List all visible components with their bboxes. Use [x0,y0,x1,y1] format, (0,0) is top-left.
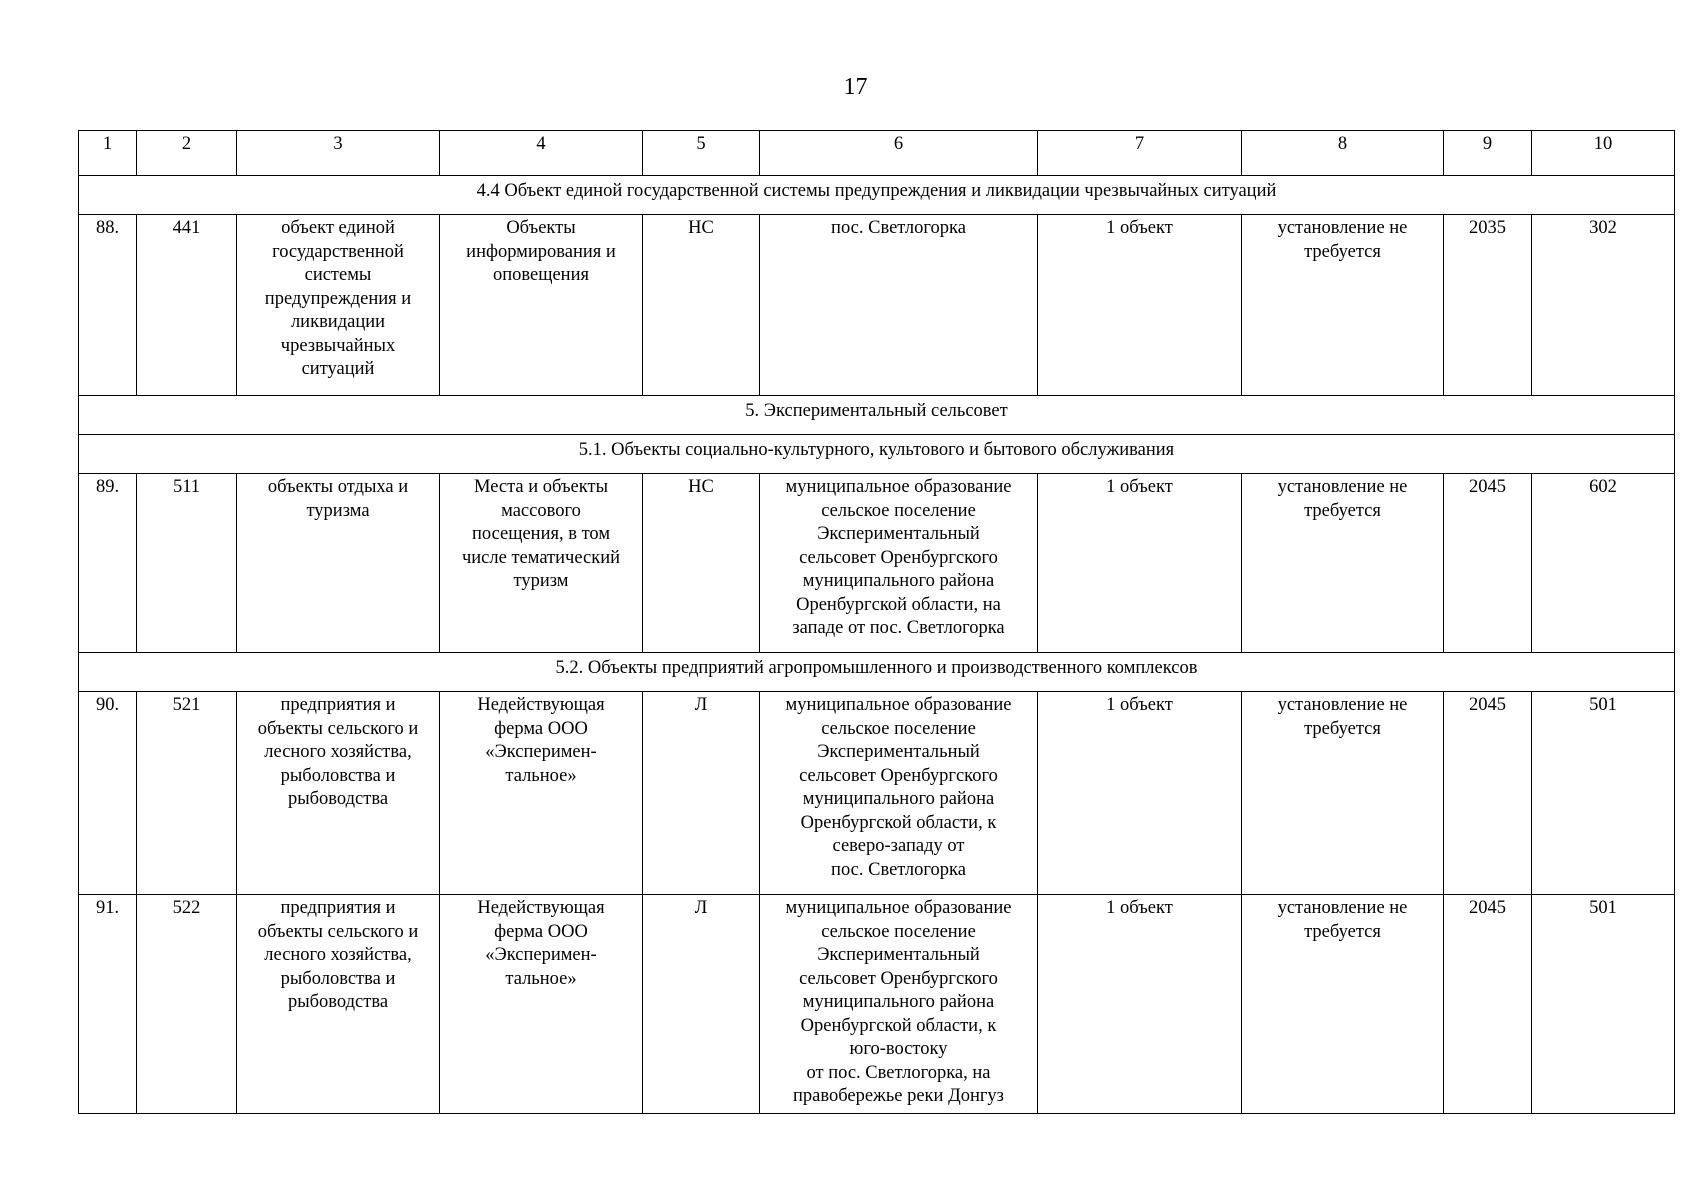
cell-line: западе от пос. Светлогорка [792,618,1005,638]
cell-line: туризма [306,500,370,521]
col-header: 3 [237,131,440,176]
cell-line: Экспериментальный [817,524,980,544]
cell-line: массового [501,500,581,521]
code-cell: 511 [137,474,237,653]
function-code-cell: 302 [1532,215,1675,396]
cell-line: туризм [513,571,569,591]
cell-line: тальное» [505,968,577,989]
col-header: 9 [1444,131,1532,176]
cell-line: рыболовства и [280,968,396,989]
cell-line: муниципальное образование [785,695,1012,715]
cell-line: информирования и [466,241,616,262]
col-header: 10 [1532,131,1675,176]
cell-line: сельсовет Оренбургского [799,765,998,786]
column-number-row [79,131,1675,176]
section-row [79,435,1675,474]
table-row [79,215,1675,396]
section-title-4-4: 4.4 Объект единой государственной системы предупреждения и ликвидации чрезвычайных ситуаций [79,176,1675,215]
object-name-cell [440,692,643,895]
location-cell [760,474,1038,653]
cell-line: установление не [1277,477,1408,497]
function-code-cell: 602 [1532,474,1675,653]
cell-line: сельсовет Оренбургского [799,968,998,989]
zone-cell [1242,474,1444,653]
object-type-cell [237,692,440,895]
cell-line: чрезвычайных [280,335,396,356]
object-type-cell [237,474,440,653]
row-number-cell: 88. [79,215,137,396]
cell-line: объекты сельского и [257,921,419,942]
section-title-5-2: 5.2. Объекты предприятий агропромышленного и производственного комплексов [79,653,1675,692]
cell-line: установление не [1277,695,1408,715]
cell-line: ситуаций [301,359,375,379]
section-row [79,396,1675,435]
objects-table [78,130,1675,1114]
code-cell: 441 [137,215,237,396]
cell-line: числе тематический [461,547,621,568]
quantity-cell: 1 объект [1038,895,1242,1114]
cell-line: северо-западу от [832,836,965,856]
col-header: 2 [137,131,237,176]
zone-cell [1242,215,1444,396]
section-row [79,653,1675,692]
section-title-5-1: 5.1. Объекты социально-культурного, культового и бытового обслуживания [79,435,1675,474]
code-cell: 522 [137,895,237,1114]
cell-line: объекты отдыха и [267,477,409,497]
cell-line: пос. Светлогорка [831,218,966,238]
col-header: 7 [1038,131,1242,176]
cell-line: Экспериментальный [817,945,980,965]
row-number-cell: 89. [79,474,137,653]
cell-line: ферма ООО [494,921,588,942]
cell-line: ферма ООО [494,718,588,739]
cell-line: Экспериментальный [817,742,980,762]
cell-line: системы [304,265,372,285]
col-header: 5 [643,131,760,176]
cell-line: требуется [1304,500,1381,521]
cell-line: от пос. Светлогорка, на [806,1062,991,1083]
cell-line: рыболовства и [280,765,396,786]
col-header: 1 [79,131,137,176]
cell-line: предприятия и [280,898,396,918]
row-number-cell: 90. [79,692,137,895]
cell-line: Недействующая [477,695,605,715]
cell-line: муниципальное образование [785,898,1012,918]
object-type-cell [237,895,440,1114]
year-cell: 2045 [1444,692,1532,895]
cell-line: Недействующая [477,898,605,918]
status-cell: Л [643,692,760,895]
col-header: 6 [760,131,1038,176]
cell-line: предупреждения и [264,288,412,309]
cell-line: государственной [272,241,404,262]
table-row [79,474,1675,653]
quantity-cell: 1 объект [1038,474,1242,653]
cell-line: Оренбургской области, к [800,812,997,833]
table-row [79,895,1675,1114]
cell-line: установление не [1277,898,1408,918]
section-title-5: 5. Экспериментальный сельсовет [79,396,1675,435]
status-cell: Л [643,895,760,1114]
section-row [79,176,1675,215]
function-code-cell: 501 [1532,692,1675,895]
status-cell: НС [643,215,760,396]
row-number-cell: 91. [79,895,137,1114]
object-name-cell [440,474,643,653]
cell-line: муниципального района [802,571,995,591]
page-number: 17 [843,74,868,100]
cell-line: посещения, в том [471,524,611,544]
cell-line: объекты сельского и [257,718,419,739]
location-cell [760,692,1038,895]
cell-line: лесного хозяйства, [264,742,412,762]
function-code-cell: 501 [1532,895,1675,1114]
year-cell: 2045 [1444,474,1532,653]
quantity-cell: 1 объект [1038,215,1242,396]
cell-line: рыбоводства [287,789,389,809]
cell-line: сельское поселение [821,500,976,521]
cell-line: сельское поселение [821,921,976,942]
cell-line: тальное» [505,765,577,786]
cell-line: требуется [1304,718,1381,739]
col-header: 4 [440,131,643,176]
location-cell [760,215,1038,396]
cell-line: Оренбургской области, на [796,594,1001,615]
col-header: 8 [1242,131,1444,176]
location-cell [760,895,1038,1114]
cell-line: требуется [1304,241,1381,262]
object-type-cell [237,215,440,396]
cell-line: Объекты [506,218,576,238]
cell-line: требуется [1304,921,1381,942]
cell-line: правобережье реки Донгуз [792,1086,1004,1106]
object-name-cell [440,215,643,396]
cell-line: муниципальное образование [785,477,1012,497]
cell-line: оповещения [492,265,589,285]
cell-line: объект единой [281,218,395,238]
cell-line: ликвидации [290,312,386,332]
cell-line: юго-востоку [849,1039,948,1059]
cell-line: предприятия и [280,695,396,715]
quantity-cell: 1 объект [1038,692,1242,895]
object-name-cell [440,895,643,1114]
cell-line: «Эксперимен- [485,742,597,762]
cell-line: сельсовет Оренбургского [799,547,998,568]
year-cell: 2035 [1444,215,1532,396]
cell-line: Оренбургской области, к [800,1015,997,1036]
cell-line: «Эксперимен- [485,945,597,965]
cell-line: рыбоводства [287,992,389,1012]
status-cell: НС [643,474,760,653]
zone-cell [1242,895,1444,1114]
cell-line: муниципального района [802,789,995,809]
code-cell: 521 [137,692,237,895]
year-cell: 2045 [1444,895,1532,1114]
zone-cell [1242,692,1444,895]
cell-line: пос. Светлогорка [831,859,966,880]
cell-line: муниципального района [802,992,995,1012]
cell-line: Места и объекты [474,477,608,497]
cell-line: установление не [1277,218,1408,238]
cell-line: сельское поселение [821,718,976,739]
table-row [79,692,1675,895]
cell-line: лесного хозяйства, [264,945,412,965]
